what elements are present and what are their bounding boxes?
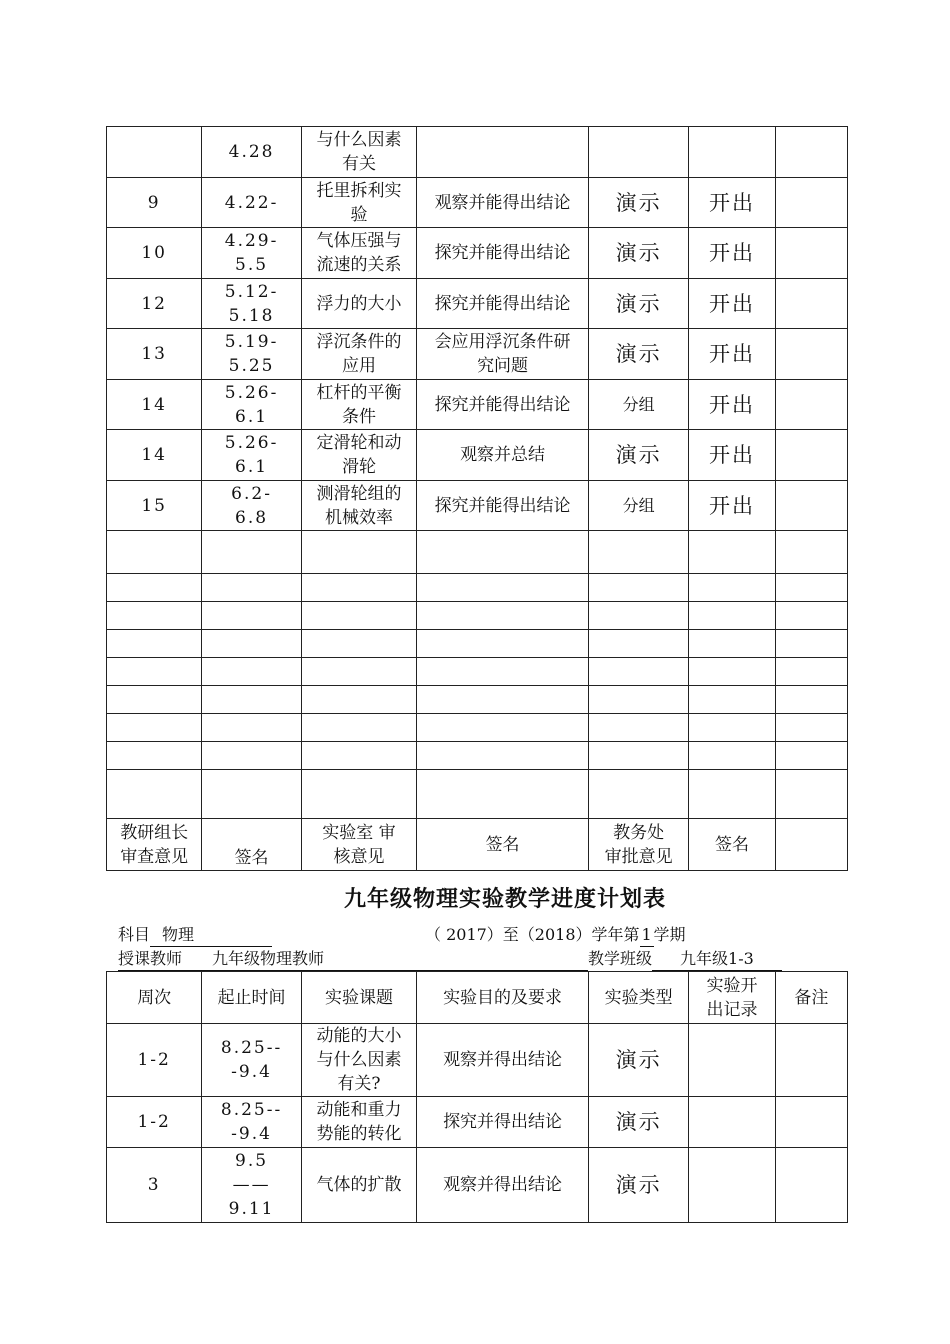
week-cell bbox=[107, 714, 202, 742]
record-cell bbox=[689, 770, 775, 819]
topic-cell: 气体的扩散 bbox=[301, 1148, 416, 1223]
subject-value: 物理 bbox=[150, 924, 272, 947]
topic-cell bbox=[301, 742, 416, 770]
table-row bbox=[107, 714, 848, 742]
note-cell bbox=[775, 770, 847, 819]
goal-cell bbox=[417, 574, 589, 602]
column-header: 实验课题 bbox=[301, 972, 416, 1024]
sign-cell: 签名 bbox=[202, 819, 301, 871]
note-cell bbox=[775, 742, 847, 770]
date-range-cell bbox=[202, 630, 301, 658]
teacher-value: 九年级物理教师 bbox=[212, 949, 325, 968]
week-cell bbox=[107, 531, 202, 574]
note-cell bbox=[775, 329, 847, 380]
week-cell: 3 bbox=[107, 1148, 202, 1223]
schedule-table bbox=[106, 971, 848, 1223]
type-cell: 演示 bbox=[588, 1097, 688, 1148]
goal-cell: 观察并得出结论 bbox=[417, 1024, 589, 1097]
subject-line bbox=[118, 924, 272, 947]
topic-cell bbox=[301, 602, 416, 630]
topic-cell: 定滑轮和动 滑轮 bbox=[301, 430, 416, 481]
note-cell bbox=[775, 228, 847, 279]
column-header: 实验开 出记录 bbox=[689, 972, 775, 1024]
topic-cell: 测滑轮组的 机械效率 bbox=[301, 481, 416, 531]
goal-cell bbox=[417, 658, 589, 686]
type-cell bbox=[588, 658, 688, 686]
date-range-cell: 5.12- 5.18 bbox=[202, 279, 301, 329]
office-approval-label-cell: 教务处 审批意见 bbox=[588, 819, 688, 871]
week-cell bbox=[107, 630, 202, 658]
topic-cell: 与什么因素 有关 bbox=[301, 127, 416, 178]
date-range-cell bbox=[202, 742, 301, 770]
week-cell bbox=[107, 127, 202, 178]
topic-cell bbox=[301, 531, 416, 574]
topic-cell bbox=[301, 770, 416, 819]
type-cell bbox=[588, 574, 688, 602]
review-label-cell: 教研组长 审查意见 bbox=[107, 819, 202, 871]
column-header: 实验类型 bbox=[588, 972, 688, 1024]
type-cell bbox=[588, 127, 688, 178]
teacher-line bbox=[118, 948, 588, 971]
type-cell bbox=[588, 686, 688, 714]
week-cell: 1-2 bbox=[107, 1024, 202, 1097]
note-cell bbox=[775, 380, 847, 430]
week-cell: 14 bbox=[107, 380, 202, 430]
note-cell bbox=[775, 430, 847, 481]
table-row bbox=[107, 279, 848, 329]
note-cell bbox=[775, 127, 847, 178]
sign-blank-cell bbox=[775, 819, 847, 871]
record-cell: 开出 bbox=[689, 228, 775, 279]
academic-year-text: （ 2017）至（2018）学年第 bbox=[425, 925, 640, 944]
date-range-cell bbox=[202, 686, 301, 714]
note-cell bbox=[775, 279, 847, 329]
teacher-label: 授课教师 bbox=[118, 949, 183, 968]
week-cell: 14 bbox=[107, 430, 202, 481]
record-cell bbox=[689, 531, 775, 574]
column-header: 起止时间 bbox=[202, 972, 301, 1024]
date-range-cell bbox=[202, 602, 301, 630]
lab-review-label-cell: 实验室 审 核意见 bbox=[301, 819, 416, 871]
date-range-cell: 8.25-- -9.4 bbox=[202, 1097, 301, 1148]
note-cell bbox=[775, 602, 847, 630]
record-cell: 开出 bbox=[689, 279, 775, 329]
date-range-cell bbox=[202, 574, 301, 602]
date-range-cell: 4.22- bbox=[202, 178, 301, 228]
record-cell bbox=[689, 1024, 775, 1097]
goal-cell bbox=[417, 714, 589, 742]
type-cell: 演示 bbox=[588, 178, 688, 228]
date-range-cell bbox=[202, 714, 301, 742]
note-cell bbox=[775, 531, 847, 574]
record-cell bbox=[689, 574, 775, 602]
type-cell bbox=[588, 602, 688, 630]
table-row bbox=[107, 178, 848, 228]
note-cell bbox=[775, 574, 847, 602]
note-cell bbox=[775, 714, 847, 742]
type-cell: 演示 bbox=[588, 279, 688, 329]
date-range-cell: 6.2- 6.8 bbox=[202, 481, 301, 531]
date-range-cell: 4.29- 5.5 bbox=[202, 228, 301, 279]
table-row bbox=[107, 481, 848, 531]
goal-cell: 观察并得出结论 bbox=[417, 1148, 589, 1223]
note-cell bbox=[775, 481, 847, 531]
signature-row bbox=[107, 819, 848, 871]
topic-cell bbox=[301, 630, 416, 658]
table-row bbox=[107, 686, 848, 714]
note-cell bbox=[775, 686, 847, 714]
goal-cell: 探究并能得出结论 bbox=[417, 279, 589, 329]
type-cell bbox=[588, 630, 688, 658]
page-title: 九年级物理实验教学进度计划表 bbox=[343, 887, 666, 912]
date-range-cell: 5.26- 6.1 bbox=[202, 380, 301, 430]
table-row bbox=[107, 127, 848, 178]
goal-cell bbox=[417, 602, 589, 630]
term-value: 1 bbox=[640, 924, 654, 947]
table-row bbox=[107, 770, 848, 819]
class-label: 教学班级 bbox=[588, 949, 653, 968]
schedule-table-continued bbox=[106, 126, 848, 871]
topic-cell: 动能的大小 与什么因素 有关? bbox=[301, 1024, 416, 1097]
record-cell: 开出 bbox=[689, 430, 775, 481]
goal-cell: 观察并总结 bbox=[417, 430, 589, 481]
week-cell bbox=[107, 686, 202, 714]
type-cell: 分组 bbox=[588, 380, 688, 430]
table-header-row bbox=[107, 972, 848, 1024]
goal-cell: 会应用浮沉条件研 究问题 bbox=[417, 329, 589, 380]
table-row bbox=[107, 742, 848, 770]
record-cell bbox=[689, 686, 775, 714]
record-cell bbox=[689, 714, 775, 742]
record-cell bbox=[689, 127, 775, 178]
date-range-cell: 5.26- 6.1 bbox=[202, 430, 301, 481]
week-cell bbox=[107, 770, 202, 819]
table-row bbox=[107, 602, 848, 630]
record-cell: 开出 bbox=[689, 329, 775, 380]
topic-cell: 动能和重力 势能的转化 bbox=[301, 1097, 416, 1148]
goal-cell bbox=[417, 127, 589, 178]
column-header: 周次 bbox=[107, 972, 202, 1024]
date-range-cell bbox=[202, 770, 301, 819]
topic-cell: 杠杆的平衡 条件 bbox=[301, 380, 416, 430]
table-row bbox=[107, 1024, 848, 1097]
goal-cell bbox=[417, 742, 589, 770]
topic-cell bbox=[301, 714, 416, 742]
note-cell bbox=[775, 658, 847, 686]
table-row bbox=[107, 1148, 848, 1223]
column-header: 实验目的及要求 bbox=[417, 972, 589, 1024]
date-range-cell: 5.19- 5.25 bbox=[202, 329, 301, 380]
class-value: 九年级1-3 bbox=[652, 948, 782, 971]
type-cell: 分组 bbox=[588, 481, 688, 531]
note-cell bbox=[775, 178, 847, 228]
topic-cell: 托里拆利实 验 bbox=[301, 178, 416, 228]
record-cell bbox=[689, 602, 775, 630]
topic-cell bbox=[301, 658, 416, 686]
week-cell: 15 bbox=[107, 481, 202, 531]
topic-cell: 浮力的大小 bbox=[301, 279, 416, 329]
week-cell bbox=[107, 658, 202, 686]
type-cell bbox=[588, 531, 688, 574]
table-row bbox=[107, 531, 848, 574]
note-cell bbox=[775, 630, 847, 658]
record-cell bbox=[689, 658, 775, 686]
date-range-cell bbox=[202, 658, 301, 686]
note-cell bbox=[775, 1148, 847, 1223]
table-row bbox=[107, 430, 848, 481]
record-cell bbox=[689, 1148, 775, 1223]
week-cell bbox=[107, 742, 202, 770]
date-range-cell bbox=[202, 531, 301, 574]
sign-cell: 签名 bbox=[689, 819, 775, 871]
record-cell bbox=[689, 1097, 775, 1148]
table-row bbox=[107, 380, 848, 430]
goal-cell: 探究并能得出结论 bbox=[417, 380, 589, 430]
table-row bbox=[107, 658, 848, 686]
week-cell bbox=[107, 574, 202, 602]
week-cell: 13 bbox=[107, 329, 202, 380]
table-row bbox=[107, 228, 848, 279]
type-cell: 演示 bbox=[588, 329, 688, 380]
note-cell bbox=[775, 1097, 847, 1148]
class-line bbox=[588, 948, 782, 971]
note-cell bbox=[775, 1024, 847, 1097]
date-range-cell: 9.5 —— 9.11 bbox=[202, 1148, 301, 1223]
record-cell bbox=[689, 630, 775, 658]
record-cell: 开出 bbox=[689, 178, 775, 228]
type-cell: 演示 bbox=[588, 228, 688, 279]
type-cell: 演示 bbox=[588, 1024, 688, 1097]
type-cell bbox=[588, 742, 688, 770]
type-cell bbox=[588, 714, 688, 742]
goal-cell: 探究并能得出结论 bbox=[417, 228, 589, 279]
record-cell bbox=[689, 742, 775, 770]
goal-cell bbox=[417, 630, 589, 658]
goal-cell bbox=[417, 531, 589, 574]
academic-year-line bbox=[425, 924, 686, 947]
date-range-cell: 4.28 bbox=[202, 127, 301, 178]
goal-cell: 探究并能得出结论 bbox=[417, 481, 589, 531]
type-cell: 演示 bbox=[588, 1148, 688, 1223]
week-cell: 10 bbox=[107, 228, 202, 279]
term-suffix: 学期 bbox=[653, 925, 686, 944]
date-range-cell: 8.25-- -9.4 bbox=[202, 1024, 301, 1097]
goal-cell bbox=[417, 770, 589, 819]
goal-cell bbox=[417, 686, 589, 714]
subject-label: 科目 bbox=[118, 925, 151, 944]
goal-cell: 观察并能得出结论 bbox=[417, 178, 589, 228]
goal-cell: 探究并得出结论 bbox=[417, 1097, 589, 1148]
sign-cell: 签名 bbox=[417, 819, 589, 871]
week-cell bbox=[107, 602, 202, 630]
table-row bbox=[107, 574, 848, 602]
type-cell bbox=[588, 770, 688, 819]
record-cell: 开出 bbox=[689, 481, 775, 531]
topic-cell bbox=[301, 686, 416, 714]
week-cell: 1-2 bbox=[107, 1097, 202, 1148]
table-row bbox=[107, 1097, 848, 1148]
week-cell: 9 bbox=[107, 178, 202, 228]
topic-cell bbox=[301, 574, 416, 602]
topic-cell: 气体压强与 流速的关系 bbox=[301, 228, 416, 279]
record-cell: 开出 bbox=[689, 380, 775, 430]
type-cell: 演示 bbox=[588, 430, 688, 481]
topic-cell: 浮沉条件的 应用 bbox=[301, 329, 416, 380]
column-header: 备注 bbox=[775, 972, 847, 1024]
table-row bbox=[107, 630, 848, 658]
week-cell: 12 bbox=[107, 279, 202, 329]
table-row bbox=[107, 329, 848, 380]
